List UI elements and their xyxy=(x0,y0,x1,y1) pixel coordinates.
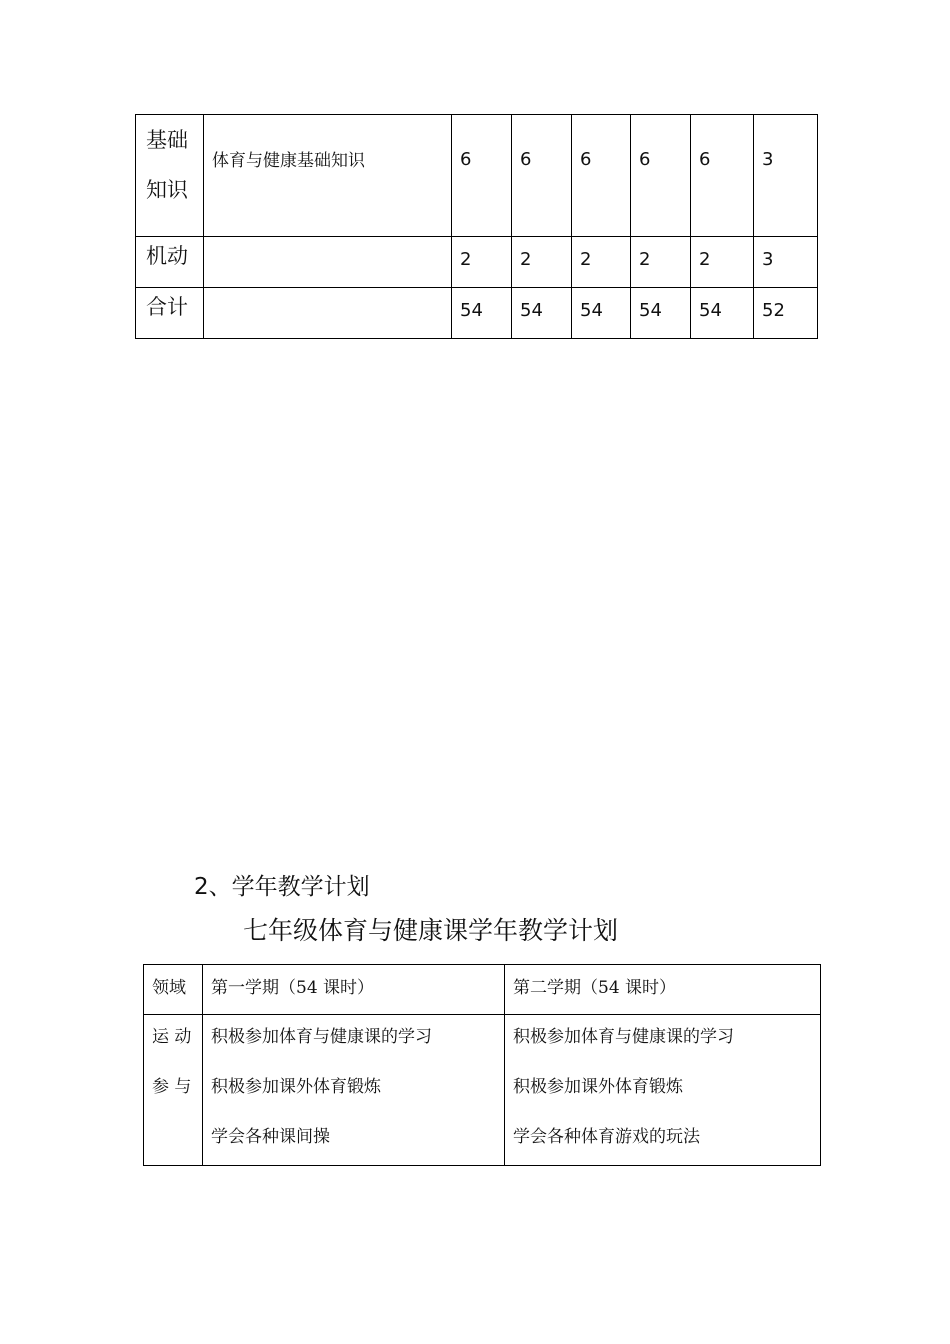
header-domain: 领域 xyxy=(144,965,203,1015)
hours-cell: 6 xyxy=(631,115,691,237)
list-item: 积极参加课外体育锻炼 xyxy=(211,1077,381,1097)
row-content xyxy=(204,237,452,288)
row-content: 体育与健康基础知识 xyxy=(204,115,452,237)
hours-cell: 6 xyxy=(572,115,631,237)
semester1-cell xyxy=(203,1015,505,1166)
hours-cell: 2 xyxy=(512,237,572,288)
hours-cell: 54 xyxy=(572,288,631,339)
table-row xyxy=(136,288,818,339)
header-semester1 xyxy=(203,965,505,1015)
row-label-line: 知识 xyxy=(146,178,188,202)
domain-line: 参 与 xyxy=(152,1077,192,1097)
row-label xyxy=(136,115,204,237)
hours-cell: 3 xyxy=(754,237,818,288)
list-item: 积极参加体育与健康课的学习 xyxy=(513,1027,734,1047)
hours-cell: 54 xyxy=(691,288,754,339)
header-semester2-prefix: 第二学期（ xyxy=(513,978,598,998)
semester2-cell xyxy=(505,1015,821,1166)
header-semester2-suffix: 课时） xyxy=(619,978,677,998)
hours-cell: 54 xyxy=(512,288,572,339)
list-item: 积极参加体育与健康课的学习 xyxy=(211,1027,432,1047)
domain-line: 运 动 xyxy=(152,1027,192,1047)
hours-cell: 54 xyxy=(631,288,691,339)
header-semester1-suffix: 课时） xyxy=(317,978,375,998)
plan-title: 七年级体育与健康课学年教学计划 xyxy=(243,916,619,945)
row-label xyxy=(136,288,204,339)
hours-table xyxy=(135,114,818,339)
hours-cell: 6 xyxy=(691,115,754,237)
row-label-line: 基础 xyxy=(146,128,188,152)
table-row xyxy=(144,1015,821,1166)
annual-plan-table xyxy=(143,964,821,1166)
table-row xyxy=(136,115,818,237)
header-semester2 xyxy=(505,965,821,1015)
row-content xyxy=(204,288,452,339)
row-label-line: 机动 xyxy=(146,244,188,268)
header-semester2-hours: 54 xyxy=(598,978,620,998)
hours-cell: 54 xyxy=(452,288,512,339)
list-item: 积极参加课外体育锻炼 xyxy=(513,1077,683,1097)
section-heading: 2、学年教学计划 xyxy=(194,874,370,900)
domain-cell xyxy=(144,1015,203,1166)
hours-cell: 6 xyxy=(512,115,572,237)
row-label xyxy=(136,237,204,288)
hours-cell: 2 xyxy=(572,237,631,288)
list-item: 学会各种课间操 xyxy=(211,1127,330,1147)
hours-cell: 2 xyxy=(631,237,691,288)
hours-cell: 52 xyxy=(754,288,818,339)
hours-cell: 6 xyxy=(452,115,512,237)
hours-cell: 2 xyxy=(452,237,512,288)
table-row xyxy=(136,237,818,288)
list-item: 学会各种体育游戏的玩法 xyxy=(513,1127,700,1147)
hours-cell: 3 xyxy=(754,115,818,237)
hours-cell: 2 xyxy=(691,237,754,288)
header-semester1-hours: 54 xyxy=(296,978,318,998)
row-label-line: 合计 xyxy=(146,295,188,319)
header-semester1-prefix: 第一学期（ xyxy=(211,978,296,998)
table-header-row xyxy=(144,965,821,1015)
